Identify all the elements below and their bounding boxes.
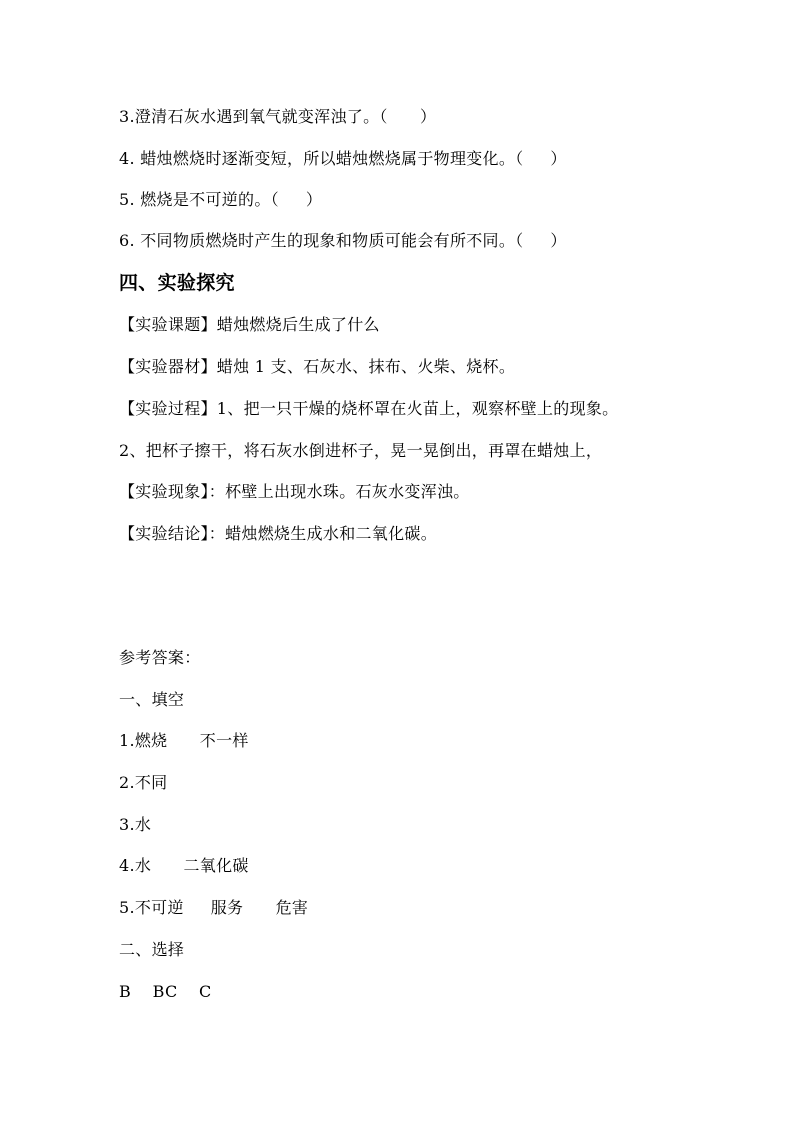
experiment-materials: 【实验器材】蜡烛 1 支、石灰水、抹布、火柴、烧杯。 <box>119 357 516 376</box>
question-6: 6. 不同物质燃烧时产生的现象和物质可能会有所不同。（ ） <box>119 231 567 250</box>
experiment-process-1: 【实验过程】1、把一只干燥的烧杯罩在火苗上，观察杯壁上的现象。 <box>119 399 619 418</box>
answers-part1-title: 一、填空 <box>119 690 185 709</box>
answer-choices: B BC C <box>119 982 212 1001</box>
answer-1: 1.燃烧 不一样 <box>119 731 249 750</box>
question-3: 3.澄清石灰水遇到氧气就变浑浊了。（ ） <box>119 107 437 126</box>
experiment-topic: 【实验课题】蜡烛燃烧后生成了什么 <box>119 315 380 334</box>
experiment-phenomenon: 【实验现象】：杯壁上出现水珠。石灰水变浑浊。 <box>119 482 470 501</box>
question-5: 5. 燃烧是不可逆的。（ ） <box>119 190 323 209</box>
answers-title: 参考答案： <box>119 648 201 667</box>
answer-2: 2.不同 <box>119 773 168 792</box>
question-4: 4. 蜡烛燃烧时逐渐变短，所以蜡烛燃烧属于物理变化。（ ） <box>119 149 567 168</box>
experiment-process-2: 2、把杯子擦干，将石灰水倒进杯子，晃一晃倒出，再罩在蜡烛上， <box>119 441 603 460</box>
answer-4: 4.水 二氧化碳 <box>119 856 249 875</box>
section-4-title: 四、实验探究 <box>119 272 235 294</box>
answer-3: 3.水 <box>119 815 152 834</box>
answers-part2-title: 二、选择 <box>119 940 185 959</box>
experiment-conclusion: 【实验结论】：蜡烛燃烧生成水和二氧化碳。 <box>119 524 438 543</box>
answer-5: 5.不可逆 服务 危害 <box>119 898 309 917</box>
